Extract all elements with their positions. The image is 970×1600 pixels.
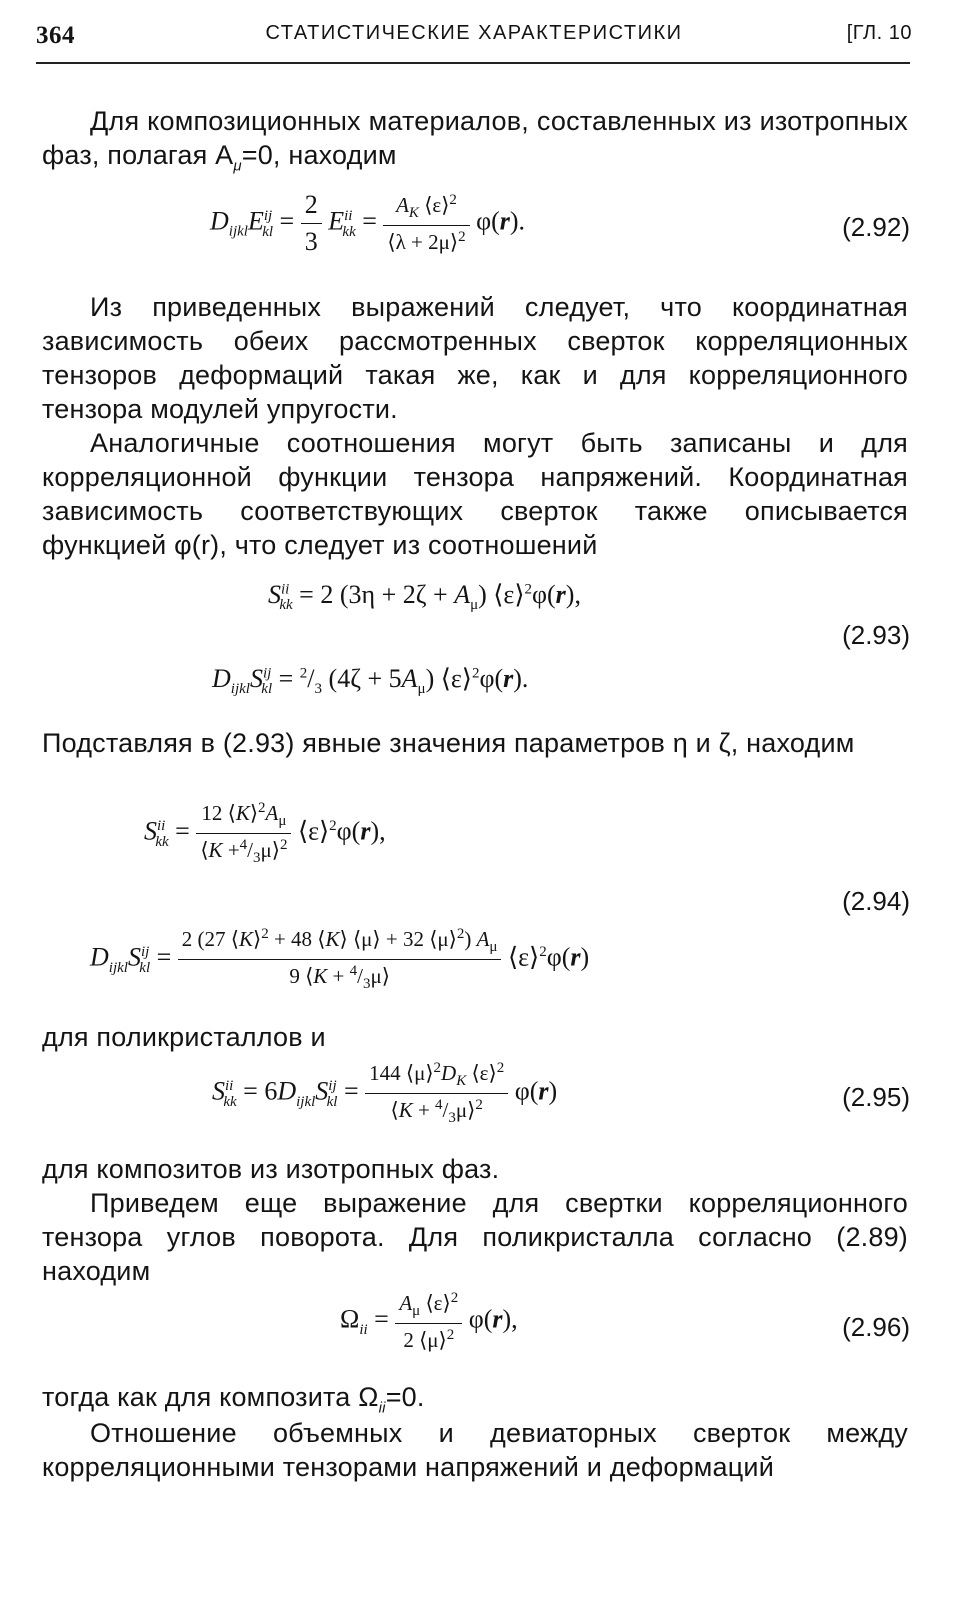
equation-2-92: $D_{ijkl}E^{ij}_{kl}$ = $\frac{2}{3}$ $E^{ii}_{kk}$ = $\frac{A_K ⟨\varepsilon⟩^2}{⟨\lambda + 2\mu⟩^2}$ φ(r). bbox=[210, 190, 526, 256]
equation-2-94-a: $S^{ii}_{kk}$ = $\frac{12 ⟨K⟩^2A_\mu}{⟨K +^4/_3\mu⟩^2}$ ⟨ε⟩$^2$φ(r), bbox=[144, 800, 386, 867]
equation-2-96: $\Omega_{ii}$ = $\frac{A_\mu ⟨\varepsilon⟩^2}{2 ⟨\mu⟩^2}$ φ(r), bbox=[340, 1290, 518, 1353]
paragraph-8-tail: =0. bbox=[385, 1382, 425, 1412]
chapter-label: [ГЛ. 10 bbox=[846, 22, 912, 44]
equation-number-2-92: (2.92) bbox=[842, 212, 910, 242]
paragraph-8-text: тогда как для композита Ω bbox=[42, 1382, 379, 1412]
equation-number-2-94: (2.94) bbox=[842, 886, 910, 916]
paragraph-6: для композитов из изотропных фаз. bbox=[42, 1154, 500, 1184]
paragraph-8: тогда как для композита $\Omega_{ii}=0$. bbox=[42, 1382, 425, 1417]
paragraph-1-text: Для композиционных материалов, составленных из изотропных фаз, полагая A bbox=[42, 106, 908, 170]
paragraph-7: Приведем еще выражение для свертки корреляционного тензора углов поворота. Для поликристалла согласно (2.89) находим bbox=[42, 1188, 908, 1286]
paragraph-5: для поликристаллов и bbox=[42, 1022, 326, 1052]
equation-2-93-a: $S^{ii}_{kk} = 2$ $(3\eta + 2\zeta + A_\mu)$ ⟨ε⟩$^2$φ(r), bbox=[268, 580, 581, 614]
equation-number-2-96: (2.96) bbox=[842, 1312, 910, 1342]
page-header bbox=[36, 22, 912, 52]
paragraph-2: Из приведенных выражений следует, что координатная зависимость обеих рассмотренных сверток корреляционных тензоров деформаций такая же, как и для корреляционного тензора модулей упругости. bbox=[42, 292, 908, 424]
header-rule bbox=[36, 62, 910, 64]
page-number: 364 bbox=[36, 22, 75, 49]
paragraph-3: Аналогичные соотношения могут быть записаны и для корреляционной функции тензора напряжений. Координатная зависимость соответствующих сверток также описывается функцией φ(r), что следует из соотношений bbox=[42, 428, 908, 560]
running-title: СТАТИСТИЧЕСКИЕ ХАРАКТЕРИСТИКИ bbox=[265, 22, 683, 44]
equation-2-93-b: $D_{ijkl}S^{ij}_{kl} = ^2/_3$ $(4\zeta + 5A_\mu)$ ⟨ε⟩$^2$φ(r). bbox=[212, 664, 529, 698]
paragraph-9: Отношение объемных и девиаторных сверток между корреляционными тензорами напряжений и деформаций bbox=[42, 1418, 908, 1482]
paragraph-1-tail: =0, находим bbox=[241, 140, 397, 170]
equation-number-2-93: (2.93) bbox=[842, 620, 910, 650]
paragraph-4: Подставляя в (2.93) явные значения параметров η и ζ, находим bbox=[42, 728, 855, 758]
equation-number-2-95: (2.95) bbox=[842, 1082, 910, 1112]
equation-2-94-b: $D_{ijkl}S^{ij}_{kl}$ = $\frac{2 (27 ⟨K⟩^2 + 48 ⟨K⟩ ⟨\mu⟩ + 32 ⟨\mu⟩^2) A_\mu}{9 ⟨K + ^4/_3\mu⟩}$ ⟨ε⟩$^2$φ(r) bbox=[90, 926, 590, 993]
equation-2-95: $S^{ii}_{kk} = 6D_{ijkl}S^{ij}_{kl}$ = $\frac{144 ⟨\mu⟩^2D_K ⟨\varepsilon⟩^2}{⟨K + ^4/_3\mu⟩^2}$ φ(r) bbox=[212, 1060, 558, 1127]
paragraph-1: Для композиционных материалов, составленных из изотропных фаз, полагая $A_\mu=0$, находим bbox=[42, 106, 908, 175]
